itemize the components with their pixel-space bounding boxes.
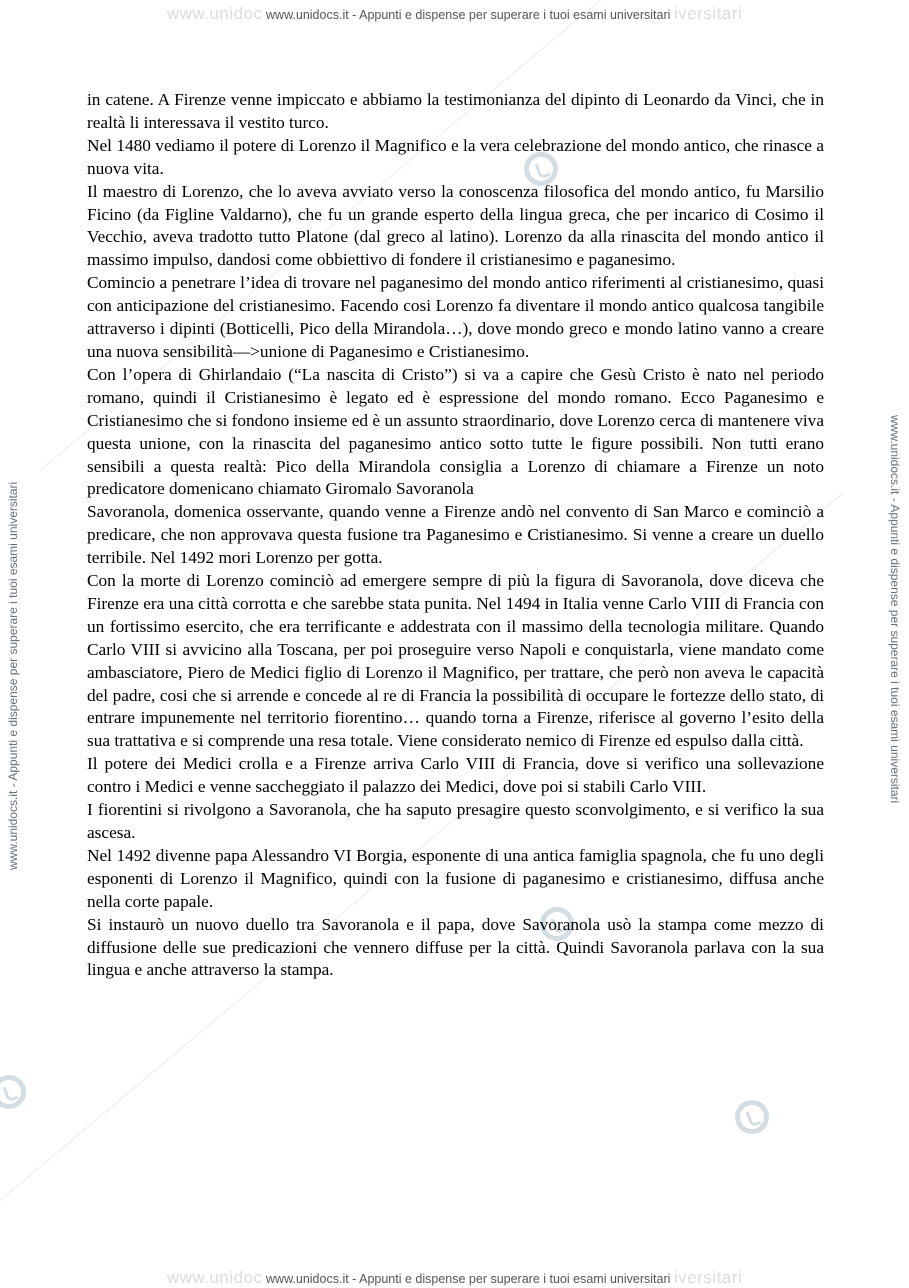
paragraph: Con l’opera di Ghirlandaio (“La nascita di Cristo”) si va a capire che Gesù Cristo è nato nel periodo romano, quindi il Cristianesimo è legato ed è espressione del mondo romano. Ecco Paganesimo e Cristianesimo che si fondono insieme ed è un assunto straordinario, dove Lorenzo cerca di mantenere viva questa unione, con la rinascita del paganesimo antico sotto tutte le figure possibili. Non tutti erano sensibili a questa realtà: Pico della Mirandola consiglia a Lorenzo di chiamare a Firenze un noto predicatore domenicano chiamato Giromalo Savoranola	[87, 364, 824, 499]
watermark-ghost-right: iversitari	[673, 4, 743, 23]
watermark-side-right: www.unidocs.it - Appunti e dispense per superare i tuoi esami universitari	[888, 415, 902, 804]
watermark-logo-icon	[0, 1075, 26, 1109]
watermark-side-left: www.unidocs.it - Appunti e dispense per superare i tuoi esami universitari	[6, 481, 20, 870]
paragraph: in catene. A Firenze venne impiccato e abbiamo la testimonianza del dipinto di Leonardo da Vinci, che in realtà li interessava il vestito turco.	[87, 90, 824, 132]
paragraph: Savoranola, domenica osservante, quando venne a Firenze andò nel convento di San Marco e cominciò a predicare, che non approvava questa fusione tra Paganesimo e Cristianesimo. Si venne a creare un duello terribile. Nel 1492 mori Lorenzo per gotta.	[87, 502, 824, 568]
watermark-header	[0, 4, 909, 24]
watermark-footer-text: www.unidocs.it - Appunti e dispense per superare i tuoi esami universitari	[266, 1272, 671, 1286]
watermark-ghost-right: iversitari	[673, 1268, 743, 1287]
document-body	[87, 89, 824, 982]
watermark-footer	[0, 1268, 909, 1288]
watermark-logo-icon	[735, 1100, 769, 1134]
paragraph: I fiorentini si rivolgono a Savoranola, che ha saputo presagire questo sconvolgimento, e si verifico la sua ascesa.	[87, 800, 824, 842]
paragraph: Con la morte di Lorenzo cominciò ad emergere sempre di più la figura di Savoranola, dove diceva che Firenze era una città corrotta e che sarebbe stata punita. Nel 1494 in Italia venne Carlo VIII di Francia con un fortissimo esercito, che era terrificante e addestrata con il massimo della tecnologia militare. Quando Carlo VIII si avvicino alla Toscana, per poi proseguire verso Napoli e conquistarla, viene mandato come ambasciatore, Piero de Medici figlio di Lorenzo il Magnifico, per trattare, che però non aveva le capacità del padre, cosi che si arrende e concede al re di Francia la possibilità di occupare le fortezze dello stato, di entrare impunemente nel territorio fiorentino… quando torna a Firenze, riferisce al governo l’esito della sua trattativa e si comprende una resa totale. Viene considerato nemico di Firenze ed espulso dalla città.	[87, 571, 824, 751]
paragraph: Nel 1480 vediamo il potere di Lorenzo il Magnifico e la vera celebrazione del mondo antico, che rinasce a nuova vita.	[87, 135, 824, 178]
paragraph: Comincio a penetrare l’idea di trovare nel paganesimo del mondo antico riferimenti al cristianesimo, quasi con anticipazione del cristianesimo. Facendo cosi Lorenzo fa diventare il mondo antico qualcosa tangibile attraverso i dipinti (Botticelli, Pico della Mirandola…), dove mondo greco e mondo latino vanno a creare una nuova sensibilità—>unione di Paganesimo e Cristianesimo.	[87, 273, 824, 361]
paragraph: Il maestro di Lorenzo, che lo aveva avviato verso la conoscenza filosofica del mondo antico, fu Marsilio Ficino (da Figline Valdarno), che fu un grande esperto della lingua greca, che per incarico di Cosimo il Vecchio, aveva tradotto tutto Platone (dal greco al latino). Lorenzo da alla rinascita del mondo antico il massimo impulso, dandosi come obbiettivo di fondere il cristianesimo e paganesimo.	[87, 181, 824, 270]
watermark-ghost-left: www.unidoc	[166, 4, 263, 23]
paragraph: Si instaurò un nuovo duello tra Savoranola e il papa, dove Savoranola usò la stampa come mezzo di diffusione delle sue predicazioni che vennero diffuse per la città. Quindi Savoranola parlava con la sua lingua e anche attraverso la stampa.	[87, 914, 824, 980]
paragraph: Nel 1492 divenne papa Alessandro VI Borgia, esponente di una antica famiglia spagnola, che fu uno degli esponenti di Lorenzo il Magnifico, quindi con la fusione di paganesimo e cristianesimo, diffusa anche nella corte papale.	[87, 845, 824, 911]
watermark-header-text: www.unidocs.it - Appunti e dispense per superare i tuoi esami universitari	[266, 8, 671, 22]
paragraph: Il potere dei Medici crolla e a Firenze arriva Carlo VIII di Francia, dove si verifico una sollevazione contro i Medici e venne saccheggiato il palazzo dei Medici, dove poi si stabili Carlo VIII.	[87, 754, 824, 797]
watermark-ghost-left: www.unidoc	[166, 1268, 263, 1287]
